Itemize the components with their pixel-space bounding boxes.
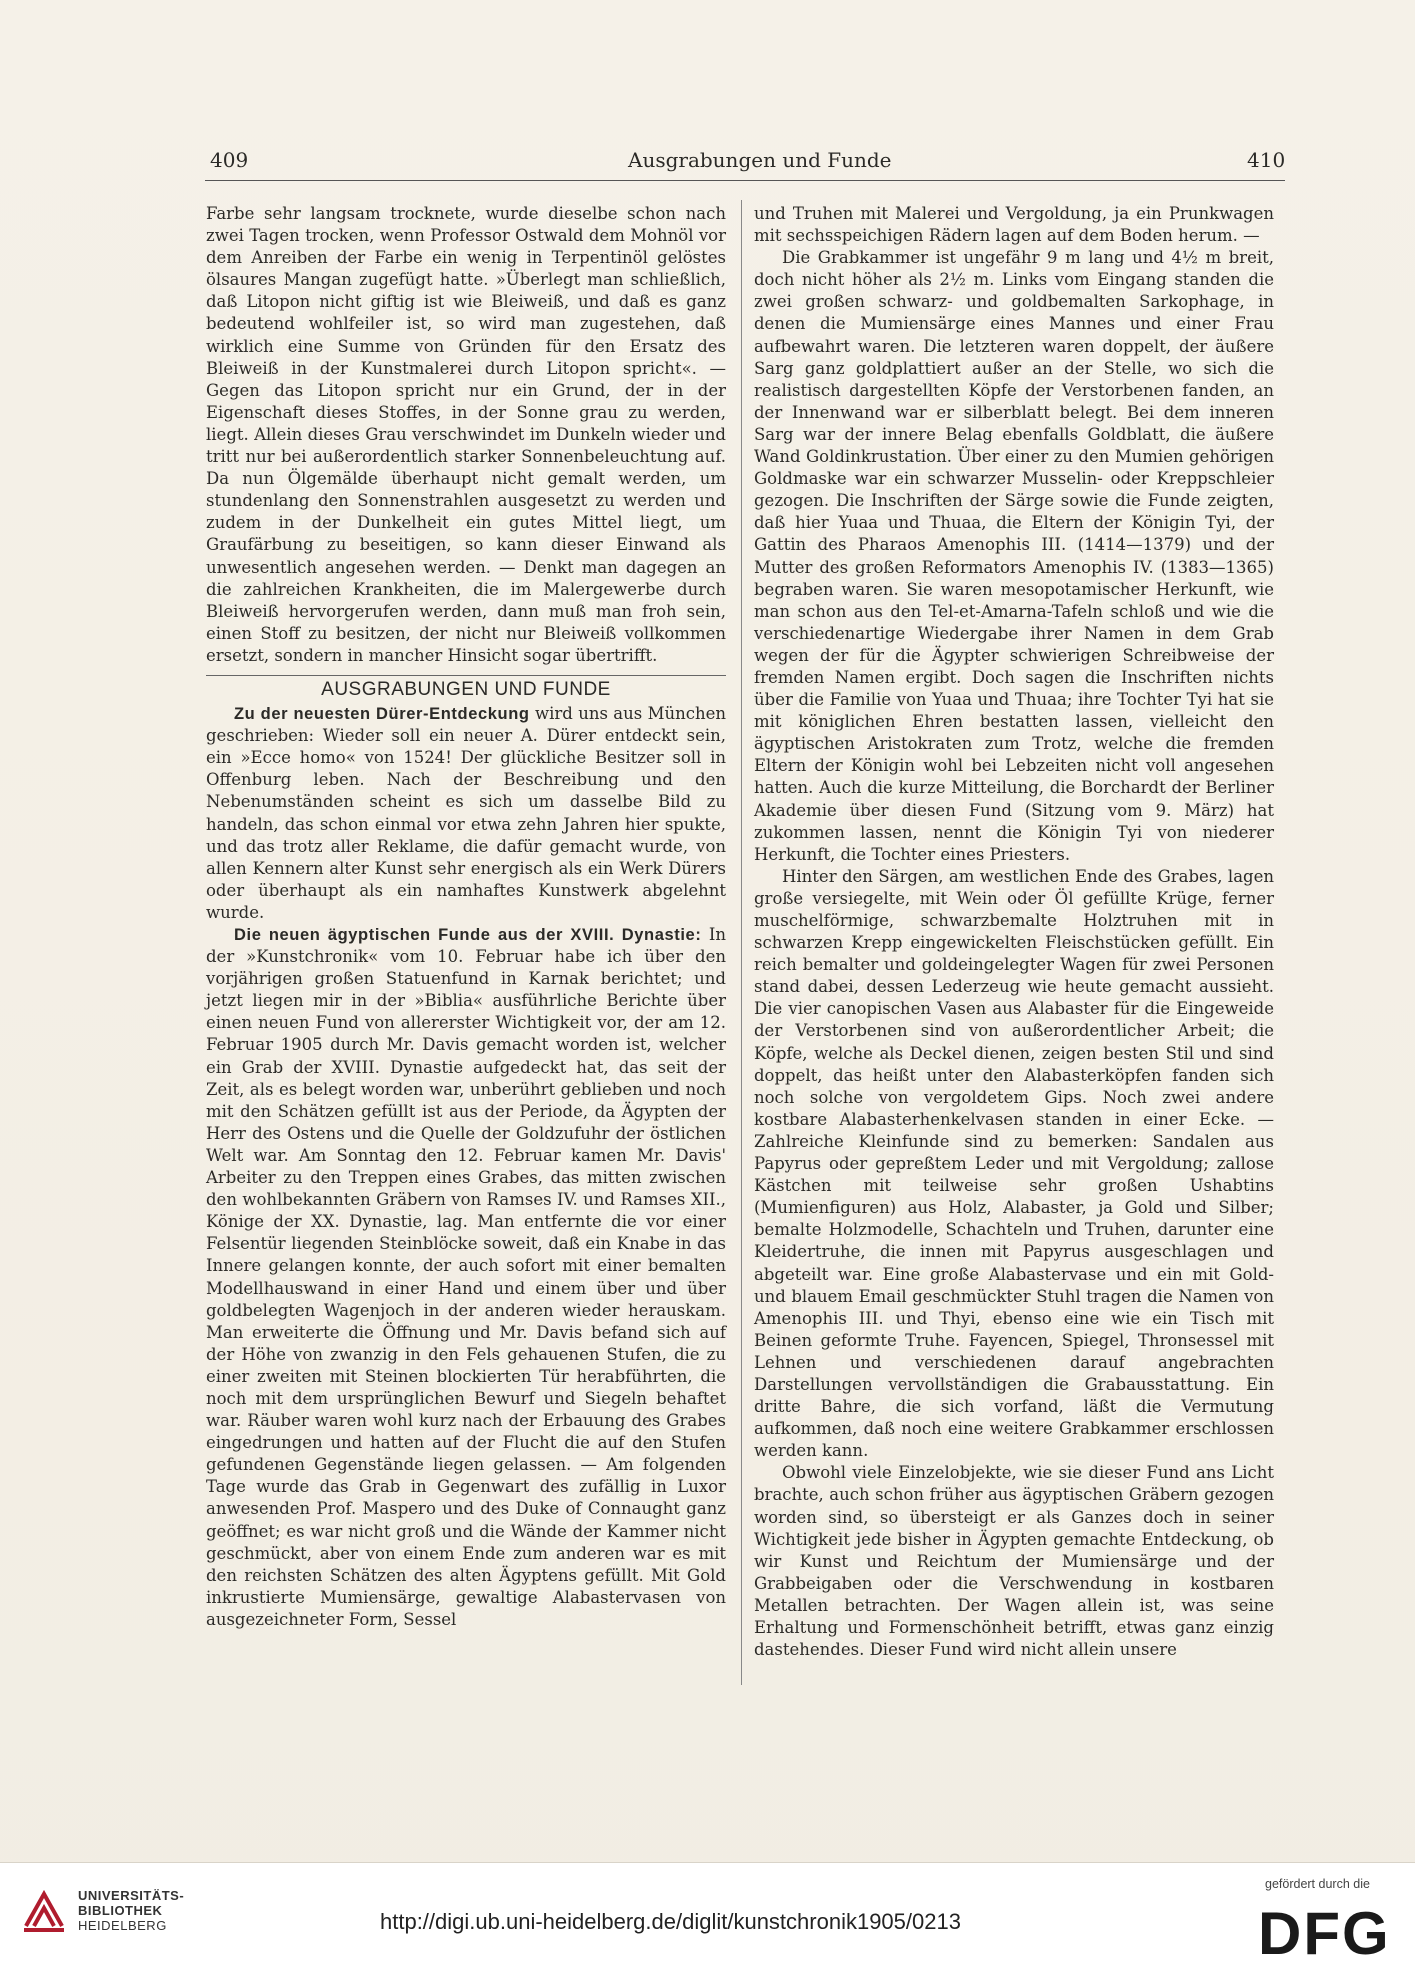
funding-note: gefördert durch die — [1265, 1877, 1370, 1891]
paragraph-duerer — [206, 703, 726, 924]
paragraph-hinter-den-saergen: Hinter den Särgen, am westlichen Ende des Grabes, lagen große versiegelte, mit Wein oder Öl gefüllte Krüge, ferner muschelförmige, schwarzbemalte Holztruhen mit in schwarzen Krepp eingewickelten Fleischstücken gefüllt. Ein reich bemalter und goldeingelegter Wagen für zwei Personen stand dabei, dessen Lederzeug wie heute gemacht aussieht. Die vier canopischen Vasen aus Alabaster für die Eingeweide der Verstorbenen sind von außerordentlicher Arbeit; die Köpfe, welche als Deckel dienen, zeigen besten Stil und sind doppelt, das heißt unter den Alabasterköpfen fanden sich noch solche von vergoldetem Gips. Noch zwei andere kostbare Alabasterhenkelvasen standen in einer Ecke. — Zahlreiche Kleinfunde sind zu bemerken: Sandalen aus Papyrus oder gepreßtem Leder und mit Vergoldung; zallose Kästchen mit teilweise sehr großen Ushabtins (Mumienfiguren) aus Holz, Alabaster, ja Gold und Silber; bemalte Holzmodelle, Schachteln und Truhen, darunter eine Kleidertruhe, die innen mit Papyrus ausgeschlagen und abgeteilt war. Eine große Alabastervase und ein mit Gold- und blauem Email geschmückter Stuhl tragen die Namen von Amenophis III. und Thyi, ebenso eine wie ein Tisch mit Beinen geformte Truhe. Fayencen, Spiegel, Thronsessel mit Lehnen und verschiedenen darauf angebrachten Darstellungen vervollständigen die Grabausstattung. Ein dritte Bahre, die sich vorfand, läßt die Vermutung aufkommen, daß noch eine weitere Grabkammer erschlossen werden kann. — [754, 866, 1274, 1461]
page-number-right: 410 — [1247, 148, 1286, 172]
subheading-duerer: Zu der neuesten Dürer-Entdeckung — [234, 705, 530, 724]
subheading-egypt: Die neuen ägyptischen Funde aus der XVIII. Dynastie: — [234, 926, 702, 944]
library-name-line2: BIBLIOTHEK — [78, 1903, 163, 1918]
library-name-line3: HEIDELBERG — [78, 1918, 167, 1933]
section-title: AUSGRABUNGEN UND FUNDE — [321, 678, 611, 700]
paragraph-egypt — [206, 924, 726, 1631]
paragraph-duerer-text: wird uns aus München geschrieben: Wieder soll ein neuer A. Dürer entdeckt sein, ein »Ecce homo« von 1524! Der glückliche Besitzer soll in Offenburg leben. Nach der Beschreibung und den Nebenumständen scheint es sich um dasselbe Bild zu handeln, das schon einmal vor etwa zehn Jahren hier spukte, und das trotz aller Reklame, die dafür gemacht wurde, von allen Kennern alter Kunst sehr energisch als ein Werk Dürers oder überhaupt als ein namhaftes Kunstwerk abgelehnt wurde. — [206, 704, 727, 922]
university-library-logo-icon — [20, 1886, 68, 1940]
page-number-left: 409 — [210, 148, 249, 172]
paragraph-continuation: und Truhen mit Malerei und Vergoldung, ja ein Prunkwagen mit sechsspeichigen Rädern lagen auf dem Boden herum. — — [754, 204, 1274, 246]
library-name-line1: UNIVERSITÄTS- — [78, 1888, 185, 1903]
paragraph-obwohl: Obwohl viele Einzelobjekte, wie sie dieser Fund ans Licht brachte, auch schon früher aus ägyptischen Gräbern gezogen worden sind, so übersteigt er als Ganzes doch in seiner Wichtigkeit jede bisher in Ägypten gemachte Entdeckung, ob wir Kunst und Reichtum der Mumiensärge und der Grabbeigaben oder die Verschwendung in kostbaren Metallen betrachten. Der Wagen allein ist, was seine Erhaltung und Formenschönheit betrifft, etwas ganz einzig dastehendes. Dieser Fund wird nicht allein unsere — [754, 1463, 1274, 1660]
header-rule — [205, 180, 1285, 181]
section-divider — [206, 675, 726, 676]
source-url-link[interactable]: http://digi.ub.uni-heidelberg.de/diglit/kunstchronik1905/0213 — [380, 1909, 961, 1934]
paragraph-litopon: Farbe sehr langsam trocknete, wurde dieselbe schon nach zwei Tagen trocken, wenn Professor Ostwald dem Mohnöl vor dem Anreiben der Farbe ein wenig in Terpentinöl gelöstes ölsaures Mangan zugefügt hatte. »Überlegt man schließlich, daß Litopon nicht giftig ist wie Bleiweiß, und daß es ganz bedeutend wohlfeiler ist, so wird man zugestehen, daß wirklich eine Summe von Gründen für den Ersatz des Bleiweiß in der Kunstmalerei durch Litopon spricht«. — Gegen das Litopon spricht nur ein Grund, der in der Eigenschaft dieses Stoffes, in der Sonne grau zu werden, liegt. Allein dieses Grau verschwindet im Dunkeln wieder und tritt nur bei außerordentlich starker Sonnenbeleuchtung auf. Da nun Ölgemälde überhaupt nicht gemalt werden, um stundenlang den Sonnenstrahlen ausgesetzt zu werden und zudem in der Dunkelheit ein gutes Mittel liegt, um Graufärbung zu beseitigen, so kann dieser Einwand als unwesentlich angesehen werden. — Denkt man dagegen an die zahlreichen Krankheiten, die im Malergewerbe durch Bleiweiß hervorgerufen werden, dann muß man froh sein, einen Stoff zu besitzen, der nicht nur Bleiweiß vollkommen ersetzt, sondern in mancher Hinsicht sogar übertrifft. — [206, 204, 726, 665]
footer-bar — [0, 1863, 1415, 1988]
left-column — [206, 203, 726, 1631]
paragraph-egypt-text: In der »Kunstchronik« vom 10. Februar habe ich über den vorjährigen großen Statuenfund in Karnak berichtet; und jetzt liegen mir in der »Biblia« ausführliche Berichte über einen neuen Fund von allererster Wichtigkeit vor, der am 12. Februar 1905 durch Mr. Davis gemacht worden ist, welcher ein Grab der XVIII. Dynastie aufgedeckt hat, das seit der Zeit, als es belegt worden war, unberührt geblieben und noch mit den Schätzen gefüllt ist aus der Periode, da Ägypten der Herr des Ostens und die Quelle der Goldzufuhr der östlichen Welt war. Am Sonntag den 12. Februar kamen Mr. Davis' Arbeiter zu den Treppen eines Grabes, das mitten zwischen den wohlbekannten Gräbern von Ramses IV. und Ramses XII., Könige der XX. Dynastie, lag. Man entfernte die vor einer Felsentür liegenden Steinblöcke soweit, daß ein Knabe in das Innere gelangen konnte, der auch sofort mit einer bemalten Modellhauswand in einer Hand und einem über und über goldbelegten Wagenjoch in der anderen wieder herauskam. Man erweiterte die Öffnung und Mr. Davis befand sich auf der Höhe von zwanzig in den Fels gehauenen Stufen, die zu einer zweiten mit Steinen blockierten Tür herabführten, die noch mit dem ursprünglichen Bewurf und Siegeln behaftet war. Räuber waren wohl kurz nach der Erbauung des Grabes eingedrungen und hatten auf der Flucht die auf den Stufen gefundenen Gegenstände liegen gelassen. — Am folgenden Tage wurde das Grab in Gegenwart des zufällig in Luxor anwesenden Prof. Maspero und des Duke of Connaught ganz geöffnet; es war nicht groß und die Wände der Kammer nicht geschmückt, aber von einem Ende zum anderen war es mit den reichsten Schätzen des alten Ägyptens gefüllt. Mit Gold inkrustierte Mumiensärge, gewaltige Alabastervasen von ausgezeichneter Form, Sessel — [206, 925, 727, 1629]
paragraph-grabkammer: Die Grabkammer ist ungefähr 9 m lang und 4½ m breit, doch nicht höher als 2½ m. Links vom Eingang standen die zwei großen schwarz- und goldbemalten Sarkophage, in denen die Mumiensärge eines Mannes und einer Frau aufbewahrt waren. Die letzteren waren doppelt, der äußere Sarg ganz goldplattiert außer an der Stelle, wo sich die realistisch dargestellten Köpfe der Verstorbenen fanden, an der Innenwand war er silberblatt belegt. Bei dem inneren Sarg war der innere Belag ebenfalls Goldblatt, die äußere Wand Goldinkrustation. Über einer zu den Mumien gehörigen Goldmaske war ein schwarzer Musselin- oder Kreppschleier gezogen. Die Inschriften der Särge sowie die Funde zeigten, daß hier Yuaa und Thuaa, die Eltern der Königin Tyi, der Gattin des Pharaos Amenophis III. (1414—1379) und der Mutter des großen Reformators Amenophis IV. (1383—1365) begraben waren. Sie waren mesopotamischer Herkunft, wie man schon aus den Tel-et-Amarna-Tafeln schloß und wie die verschiedenartige Wiedergabe ihrer Namen in dem Grab wegen der für die Ägypter schwierigen Schreibweise der fremden Namen ergibt. Doch sagen die Inschriften nichts über die Familie von Yuaa und Thuaa; ihre Tochter Tyi hat sie mit königlichen Ehren bestatten lassen, vielleicht den ägyptischen Aristokraten zum Trotz, welche die fremden Eltern der Königin wohl bei Lebzeiten nicht voll angesehen hatten. Auch die kurze Mitteilung, die Borchardt der Berliner Akademie über diesen Fund (Sitzung vom 9. März) hat zukommen lassen, nennt die Königin Tyi von niederer Herkunft, die Tochter eines Priesters. — [754, 248, 1274, 864]
library-name — [78, 1888, 184, 1933]
dfg-logo: DFG — [1258, 1900, 1391, 1967]
column-divider — [741, 200, 742, 1685]
running-title: Ausgrabungen und Funde — [628, 148, 892, 172]
right-column — [754, 203, 1274, 1661]
